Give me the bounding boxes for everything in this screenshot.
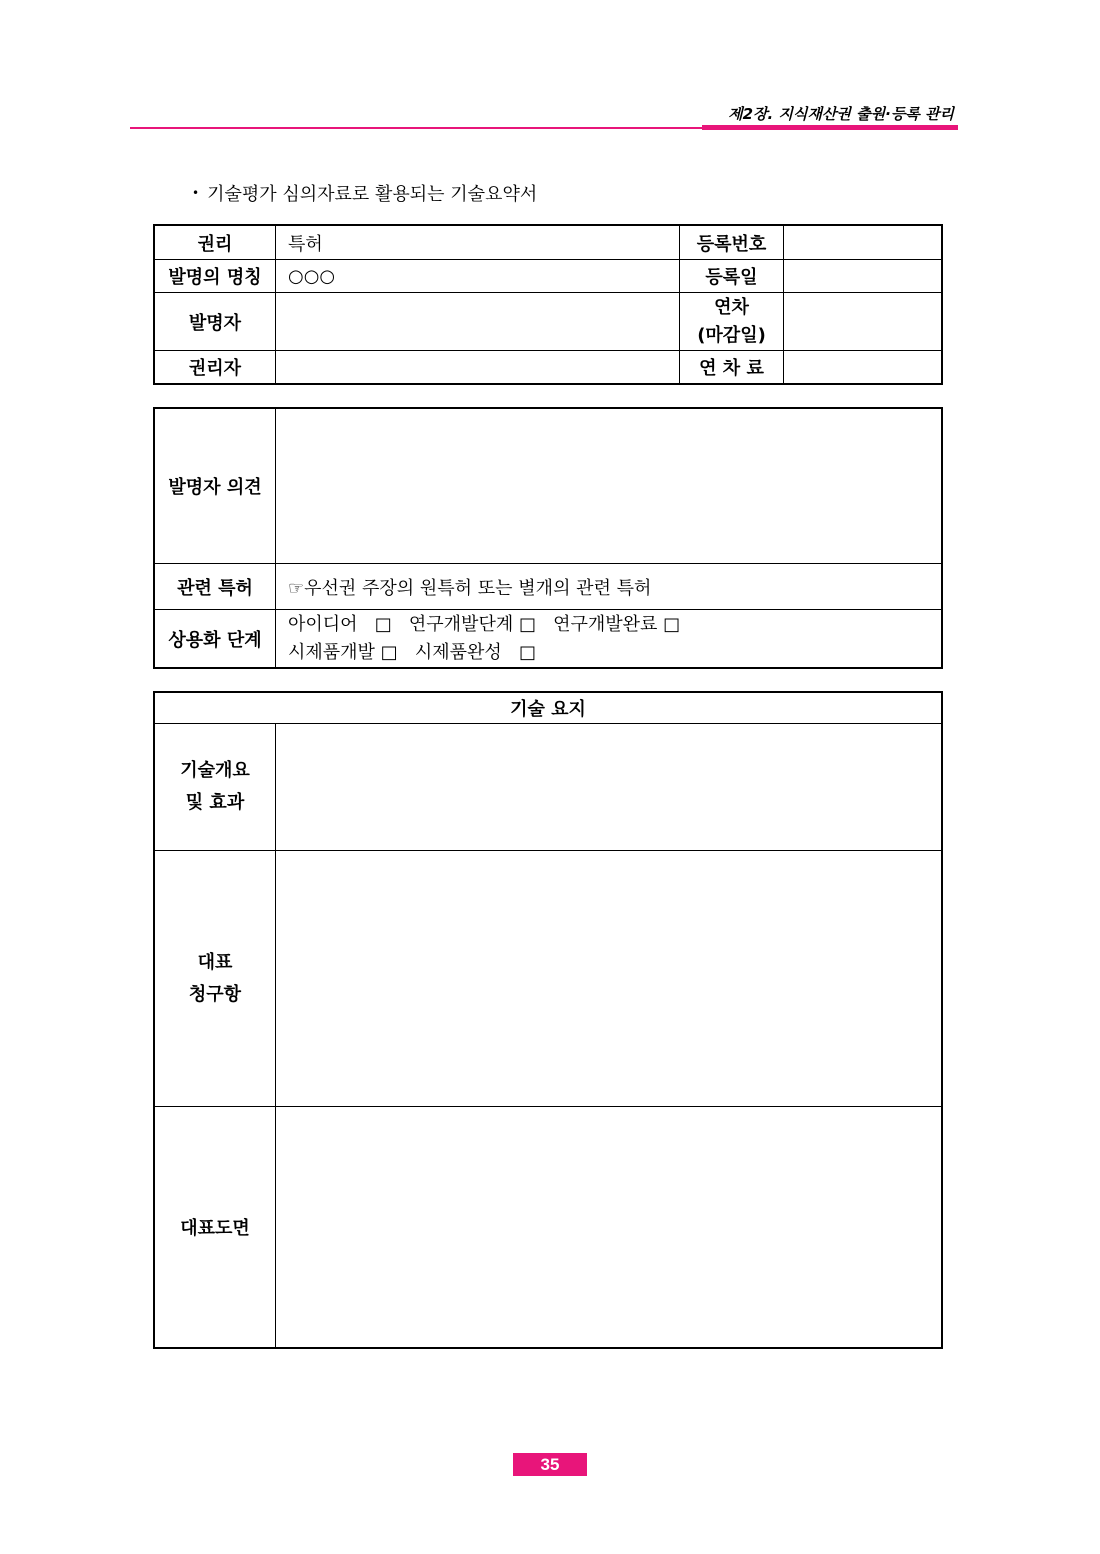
stage-options-line2[interactable]: 시제품개발 □ 시제품완성 □ [288,641,536,663]
overview-label-line1: 기술개요 [180,760,250,781]
intro-line [192,180,537,206]
annuity-label [680,293,784,351]
fee-label: 연 차 료 [680,351,784,384]
commercial-stage-label: 상용화 단계 [155,610,276,668]
overview-value[interactable] [276,724,942,851]
patent-info-table [154,225,942,384]
related-patent-label: 관련 특허 [155,564,276,610]
fee-value[interactable] [784,351,942,384]
tech-summary-table [154,692,942,1348]
reg-date-value[interactable] [784,260,942,293]
claim-label-line1: 대표 [197,951,233,973]
annuity-label-line1: 연차 [714,296,749,318]
reg-date-label: 등록일 [680,260,784,293]
intro-text: 기술평가 심의자료로 활용되는 기술요약서 [207,184,538,205]
right-label: 권리 [155,226,276,260]
inventor-label: 발명자 [155,293,276,351]
overview-label-line2: 및 효과 [185,792,245,813]
bullet-icon: • [192,186,200,200]
inventor-value[interactable] [276,293,680,351]
right-value[interactable]: 특허 [276,226,680,260]
header-accent-bar [702,125,958,130]
annuity-value[interactable] [784,293,942,351]
tech-summary-heading: 기술 요지 [155,693,942,724]
opinion-label: 발명자 의견 [155,409,276,564]
annuity-label-line2: (마감일) [697,324,766,346]
stage-options-line1[interactable]: 아이디어 □ 연구개발단계 □ 연구개발완료 □ [288,613,681,635]
opinion-value[interactable] [276,409,942,564]
claim-label [155,851,276,1107]
commercial-stage-options [276,610,942,668]
page-number: 35 [513,1453,587,1476]
overview-label [155,724,276,851]
opinion-table [154,408,942,668]
reg-no-label: 등록번호 [680,226,784,260]
holder-label: 권리자 [155,351,276,384]
drawing-label: 대표도면 [155,1107,276,1348]
related-patent-value[interactable]: ☞우선권 주장의 원특허 또는 별개의 관련 특허 [276,564,942,610]
reg-no-value[interactable] [784,226,942,260]
invention-name-label: 발명의 명칭 [155,260,276,293]
claim-value[interactable] [276,851,942,1107]
claim-label-line2: 청구항 [188,983,242,1005]
holder-value[interactable] [276,351,680,384]
chapter-title: 제2장. 지식재산권 출원·등록 관리 [728,105,954,123]
drawing-value[interactable] [276,1107,942,1348]
invention-name-value[interactable]: ○○○ [276,260,680,293]
